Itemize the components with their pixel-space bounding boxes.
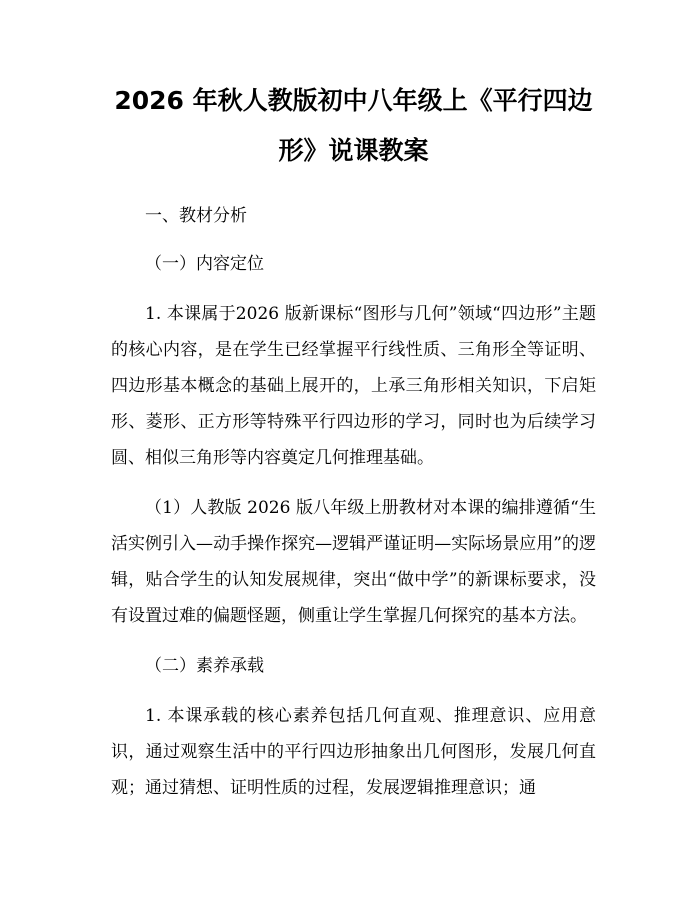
title-line-2: 形》说课教案	[278, 136, 429, 165]
subsection-heading-content-positioning: （一）内容定位	[145, 254, 264, 274]
subsection-heading-literacy: （二）素养承载	[145, 656, 264, 676]
paragraph-textbook-arrangement: （1）人教版 2026 版八年级上册教材对本课的编排遵循“生活实例引入—动手操作探究—逻辑严谨证明—实际场景应用”的逻辑，贴合学生的认知发展规律，突出“做中学”的新课标要求，没有设置过难的偏题怪题，侧重让学生掌握几何探究的基本方法。	[111, 498, 596, 626]
title-line-1: 2026 年秋人教版初中八年级上《平行四边	[114, 86, 593, 115]
paragraph-core-literacy: 1. 本课承载的核心素养包括几何直观、推理意识、应用意识，通过观察生活中的平行四边形抽象出几何图形，发展几何直观；通过猜想、证明性质的过程，发展逻辑推理意识；通	[111, 706, 596, 798]
paragraph-content-positioning: 1. 本课属于2026 版新课标“图形与几何”领域“四边形”主题的核心内容，是在学生已经掌握平行线性质、三角形全等证明、四边形基本概念的基础上展开的，上承三角形相关知识，下启矩形、菱形、正方形等特殊平行四边形的学习，同时也为后续学习圆、相似三角形等内容奠定几何推理基础。	[111, 304, 596, 468]
document-title	[111, 76, 596, 176]
section-heading-textbook-analysis: 一、教材分析	[145, 206, 247, 226]
